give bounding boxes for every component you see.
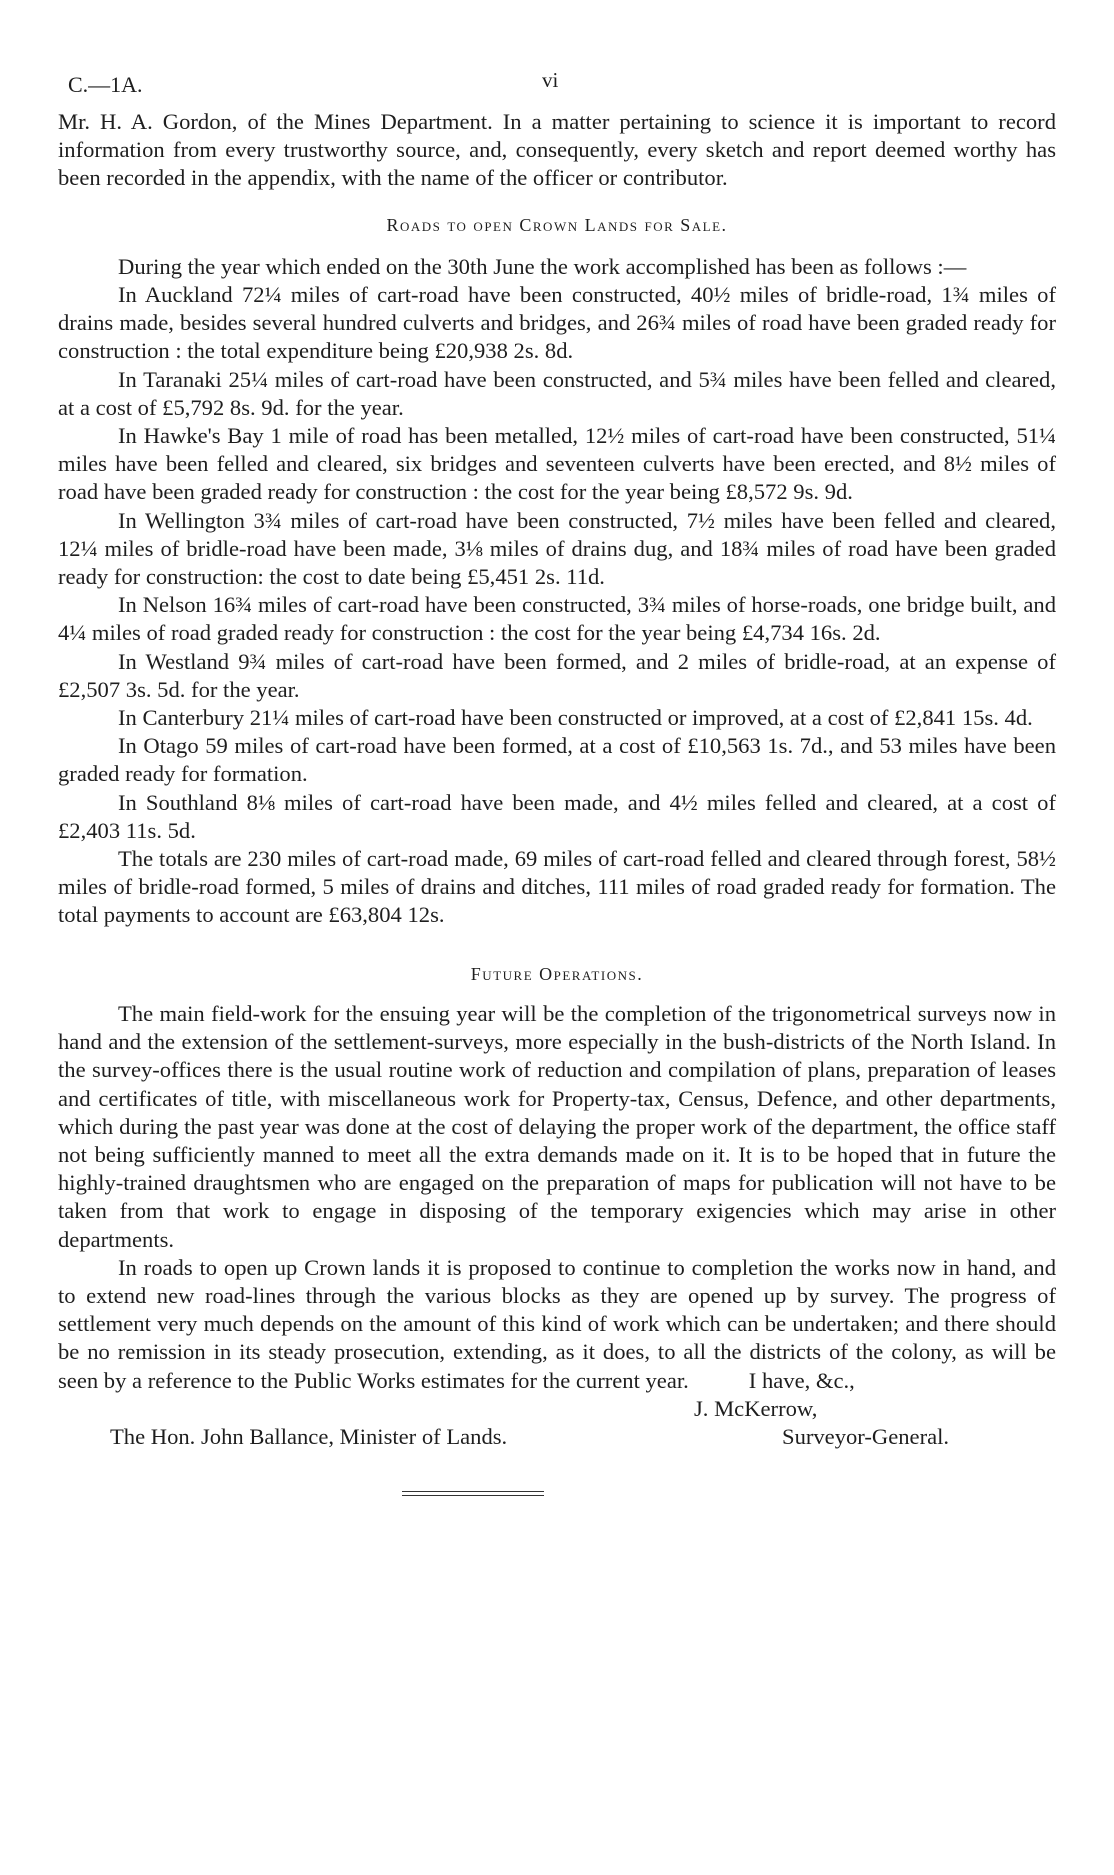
paragraph: In Westland 9¾ miles of cart-road have been formed, and 2 miles of bridle-road, at an expense of £2,507 3s. 5d. for the year.	[58, 648, 1056, 702]
paragraph: In Hawke's Bay 1 mile of road has been metalled, 12½ miles of cart-road have been constructed, 51¼ miles have been felled and cleared, six bridges and seventeen culverts have been erected, and 8½ miles of road have been graded ready for construction : the cost for the year being £8,572 9s. 9d.	[58, 423, 1056, 505]
section-heading-roads: Roads to open Crown Lands for Sale.	[386, 214, 728, 235]
document-body	[58, 108, 1056, 1511]
signatory-name: J. McKerrow,	[694, 1395, 818, 1421]
end-rule	[58, 1451, 1056, 1511]
signature-name-row	[58, 1395, 1056, 1423]
paragraph: In Southland 8⅛ miles of cart-road have been made, and 4½ miles felled and cleared, at a cost of £2,403 11s. 5d.	[58, 789, 1056, 843]
divider-line	[402, 1495, 544, 1496]
signatory-title: Surveyor-General.	[782, 1423, 950, 1449]
paragraph	[58, 1254, 1056, 1395]
page-number: vi	[542, 68, 559, 92]
paragraph: In Auckland 72¼ miles of cart-road have been constructed, 40½ miles of bridle-road, 1¾ miles of drains made, besides several hundred culverts and bridges, and 26¾ miles of road have been graded ready for construction : the total expenditure being £20,938 2s. 8d.	[58, 282, 1056, 364]
document-page	[58, 56, 1056, 1511]
page-header	[58, 56, 1056, 108]
paragraph: During the year which ended on the 30th June the work accomplished has been as follows :—	[118, 253, 967, 279]
series-reference: C.—1A.	[68, 72, 143, 97]
paragraph: The totals are 230 miles of cart-road made, 69 miles of cart-road felled and cleared through forest, 58½ miles of bridle-road formed, 5 miles of drains and ditches, 111 miles of road graded ready for formation. The total payments to account are £63,804 12s.	[58, 846, 1056, 928]
intro-paragraph: Mr. H. A. Gordon, of the Mines Department. In a matter pertaining to science it is important to record information from every trustworthy source, and, consequently, every sketch and report deemed worthy has been recorded in the appendix, with the name of the officer or contributor.	[58, 109, 1056, 191]
section-heading-future: Future Operations.	[470, 963, 644, 984]
paragraph: In Otago 59 miles of cart-road have been formed, at a cost of £10,563 1s. 7d., and 53 miles have been graded ready for formation.	[58, 733, 1056, 787]
paragraph: In Taranaki 25¼ miles of cart-road have been constructed, and 5¾ miles have been felled and cleared, at a cost of £5,792 8s. 9d. for the year.	[58, 366, 1056, 420]
divider-line	[402, 1491, 544, 1492]
paragraph: In Nelson 16¾ miles of cart-road have been constructed, 3¾ miles of horse-roads, one bridge built, and 4¼ miles of road graded ready for construction : the cost for the year being £4,734 16s. 2d.	[58, 592, 1056, 646]
paragraph: The main field-work for the ensuing year will be the completion of the trigonometrical surveys now in hand and the extension of the settlement-surveys, more especially in the bush-districts of the North Island. In the survey-offices there is the usual routine work of reduction and compilation of plans, preparation of leases and certificates of title, with miscellaneous work for Property-tax, Census, Defence, and other departments, which during the past year was done at the cost of delaying the proper work of the department, the office staff not being sufficiently manned to meet all the extra demands made on it. It is to be hoped that in future the highly-trained draughtsmen who are engaged on the preparation of maps for publication will not have to be taken from that work to engage in disposing of the temporary exigencies which may arise in other departments.	[58, 1000, 1056, 1252]
paragraph-text: In roads to open up Crown lands it is proposed to continue to completion the works now in hand, and to extend new road-lines through the various blocks as they are opened up by survey. The progress of settlement very much depends on the amount of this kind of work which can be undertaken; and there should be no remission in its steady prosecution, extending, as it does, to all the districts of the colony, as will be seen by a reference to the Public Works estimates for the current year.	[58, 1254, 1056, 1393]
paragraph: In Canterbury 21¼ miles of cart-road have been constructed or improved, at a cost of £2,841 15s. 4d.	[118, 705, 1033, 731]
closing-line: I have, &c.,	[748, 1367, 855, 1393]
signature-title-row	[58, 1423, 1056, 1451]
addressee: The Hon. John Ballance, Minister of Lands.	[110, 1423, 508, 1449]
paragraph: In Wellington 3¾ miles of cart-road have been constructed, 7½ miles have been felled and cleared, 12¼ miles of bridle-road have been made, 3⅛ miles of drains dug, and 18¾ miles of road have been graded ready for construction: the cost to date being £5,451 2s. 11d.	[58, 507, 1056, 590]
